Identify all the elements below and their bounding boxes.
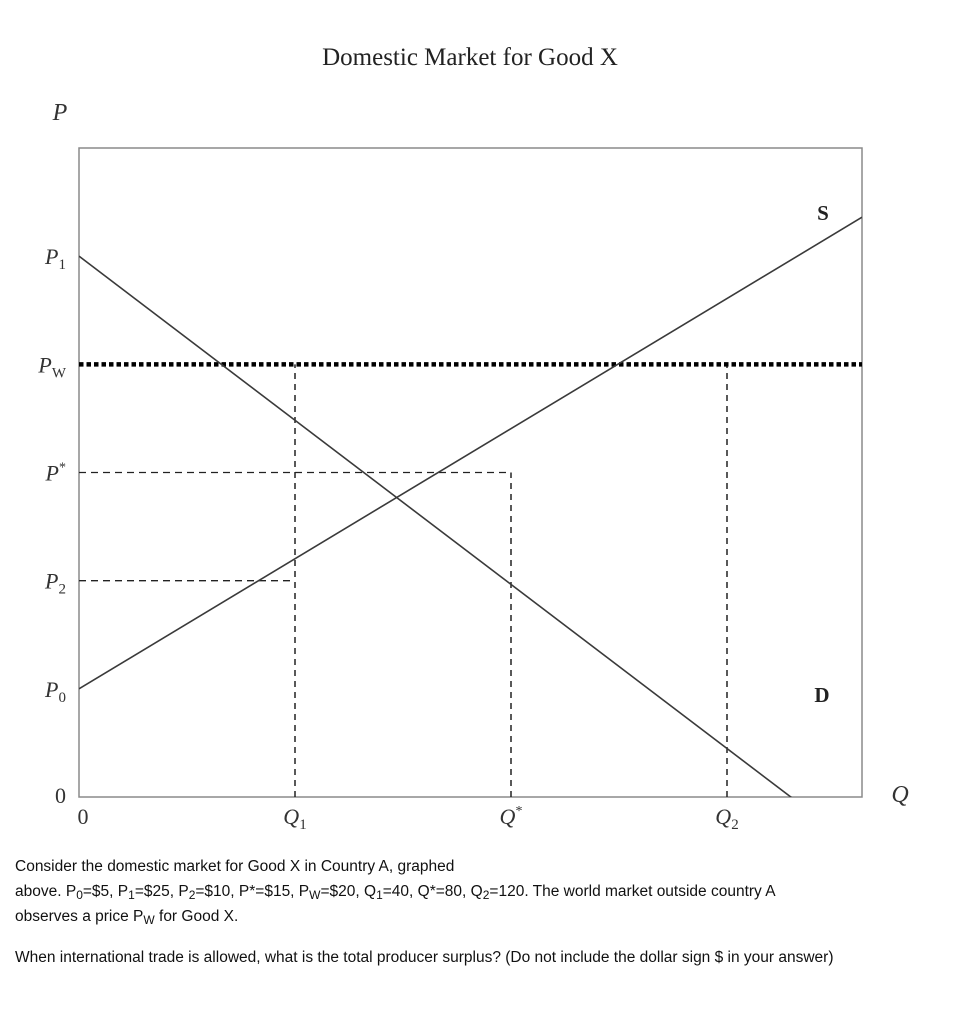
question-prompt: When international trade is allowed, what is the total producer surplus? (Do not include the dollar sign $ in your answer) [15,949,834,966]
series-lines [79,217,862,850]
curve-labels [814,201,829,707]
question-line-3 [15,904,940,929]
question-text-segment: =40, Q*=80, Q [382,883,483,900]
y-tick-label-3: $P_2$ [45,568,66,598]
question-text-segment: =120. The world market outside country A [489,883,776,900]
y-tick-label-1: $P_W$ [38,352,66,382]
y-tick-label-2: P* [45,460,66,486]
demand-curve-label: D [814,683,830,707]
question-subscript: W [309,888,321,902]
question-subscript: 2 [188,888,196,902]
question-text-segment: =$10, P*=$15, P [195,883,310,900]
question-subscript: W [143,913,155,927]
supply-curve-label: S [817,201,829,225]
question-text-segment: above. P [15,883,77,900]
x-axis-label: Q [891,782,909,808]
tick-labels [37,244,738,833]
question-text-segment: =$20, Q [320,883,377,900]
y-tick-label-4: $P_0$ [45,676,66,706]
demand-line [79,256,862,850]
y-axis-label: P [52,100,68,126]
question-subscript: 0 [76,888,83,902]
x-tick-label-1: $Q_1$ [283,804,307,833]
plot-frame [79,148,862,797]
supply-line [79,217,862,689]
question-text-segment: for Good X. [154,908,239,925]
question-subscript: 2 [482,888,490,902]
question-line-1: Consider the domestic market for Good X in Country A, graphed [15,858,455,875]
x-tick-label-2: Q* [499,804,523,829]
question-text-segment: =$5, P [82,883,129,900]
question-line-2 [15,879,940,904]
question-subscript: 1 [376,888,383,902]
x-tick-label-0: 0 [77,804,89,829]
y-tick-label-5: 0 [55,783,66,808]
y-tick-label-0: $P_1$ [45,244,66,274]
question-subscript: 1 [128,888,135,902]
chart-title: Domestic Market for Good X [322,44,618,71]
guide-lines [79,364,862,797]
question-text-segment: =$25, P [134,883,189,900]
question-text [15,854,940,970]
x-tick-label-3: $Q_2$ [715,804,739,833]
question-text-segment: observes a price P [15,908,144,925]
